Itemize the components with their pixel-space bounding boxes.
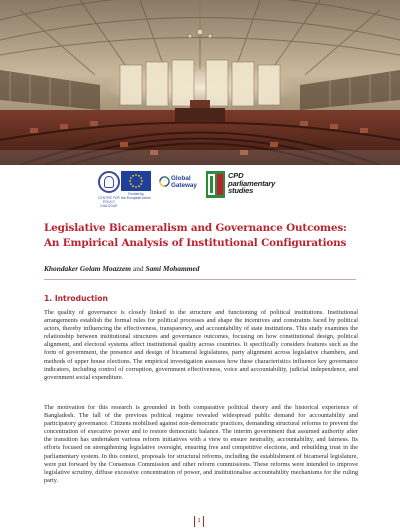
author-line — [44, 264, 364, 273]
parliamentary-studies-logo — [206, 170, 286, 204]
global-gateway-line1: Global — [171, 175, 191, 182]
ps-line2: parliamentary — [228, 178, 276, 188]
eu-flag-icon — [121, 171, 151, 191]
global-gateway-icon — [159, 176, 170, 187]
eu-funded-line1: Funded by — [128, 192, 144, 196]
cpd-leaf-icon — [104, 176, 114, 188]
chamber-photo-svg — [0, 0, 400, 165]
eu-funded-text — [119, 193, 153, 201]
paragraph-2: The motivation for this research is grounded in both comparative political theory and the historical experience of Bangladesh. The fall of the previous political regime revealed widespread public demand for accountability and participatory governance. Citizens mobilised against non-democratic practices, demanding structural reforms to prevent the concentration of executive power and to restore democratic balance. The interim government that assumed authority after the transition has undertaken various reform initiatives with a view to ensure neutrality, accountability, and fairness. Its efforts focused on strengthening legislative oversight, ensuring free and competitive elections, and rebuilding trust in the parliamentary system. In this context, proposals for structural reforms, including the establishment of bicameral legislature, were put forward by the Consensus Commission and other reform commissions. These reforms were intended to improve legislative scrutiny, diffuse excessive concentration of power, and institutionalise accountability mechanisms for the ruling party. — [44, 404, 358, 484]
paper-title: Legislative Bicameralism and Governance Outcomes: An Empirical Analysis of Institutional Configurations — [44, 222, 347, 249]
author-1: Khondaker Golam Moazzem — [44, 264, 132, 273]
eu-funded-line2: the European Union — [121, 195, 151, 200]
cpd-logo-text: CENTRE FOR POLICY DIALOGUE — [98, 196, 120, 208]
cpd-logo — [98, 171, 120, 208]
paragraph-1: The quality of governance is closely linked to the structure and functioning of political institutions. Institutional arrangements establish the formal rules for political processes and shape the incentives and constraints faced by political actors, thereby influencing the effectiveness, transparency, and accountability of state institutions. This study examines the relationship between institutional structures and governance outcomes, focusing on how constitutional design, political alignment, and electoral systems affect institutional quality across countries. It specifically considers features such as the form of government, the presence and design of bicameral legislatures, party alignment across legislative chambers, and methods of upper house elections. The empirical investigation assesses how these characteristics influence key governance indicators, including control of corruption, government effectiveness, voice and accountability, judicial independence, and government social expenditure. — [44, 309, 358, 381]
author-2: Sami Mohammed — [145, 264, 200, 273]
parliamentary-studies-mark-icon — [206, 171, 225, 198]
global-gateway-line2: Gateway — [171, 182, 197, 189]
page-number: 1 — [194, 516, 204, 527]
eu-logo — [121, 171, 151, 203]
parliamentary-studies-text — [228, 172, 275, 195]
chamber-photo-icon — [0, 0, 400, 165]
author-conjunction: and — [132, 264, 144, 273]
global-gateway-text — [171, 175, 197, 189]
section-number: 1. — [44, 294, 53, 303]
logo-strip — [0, 165, 400, 210]
section-title: Introduction — [54, 294, 108, 303]
global-gateway-logo — [159, 173, 199, 197]
ps-line3: studies — [228, 186, 254, 196]
title-divider — [44, 279, 356, 280]
ps-line1: CPD — [228, 171, 244, 180]
section-heading — [44, 294, 108, 303]
